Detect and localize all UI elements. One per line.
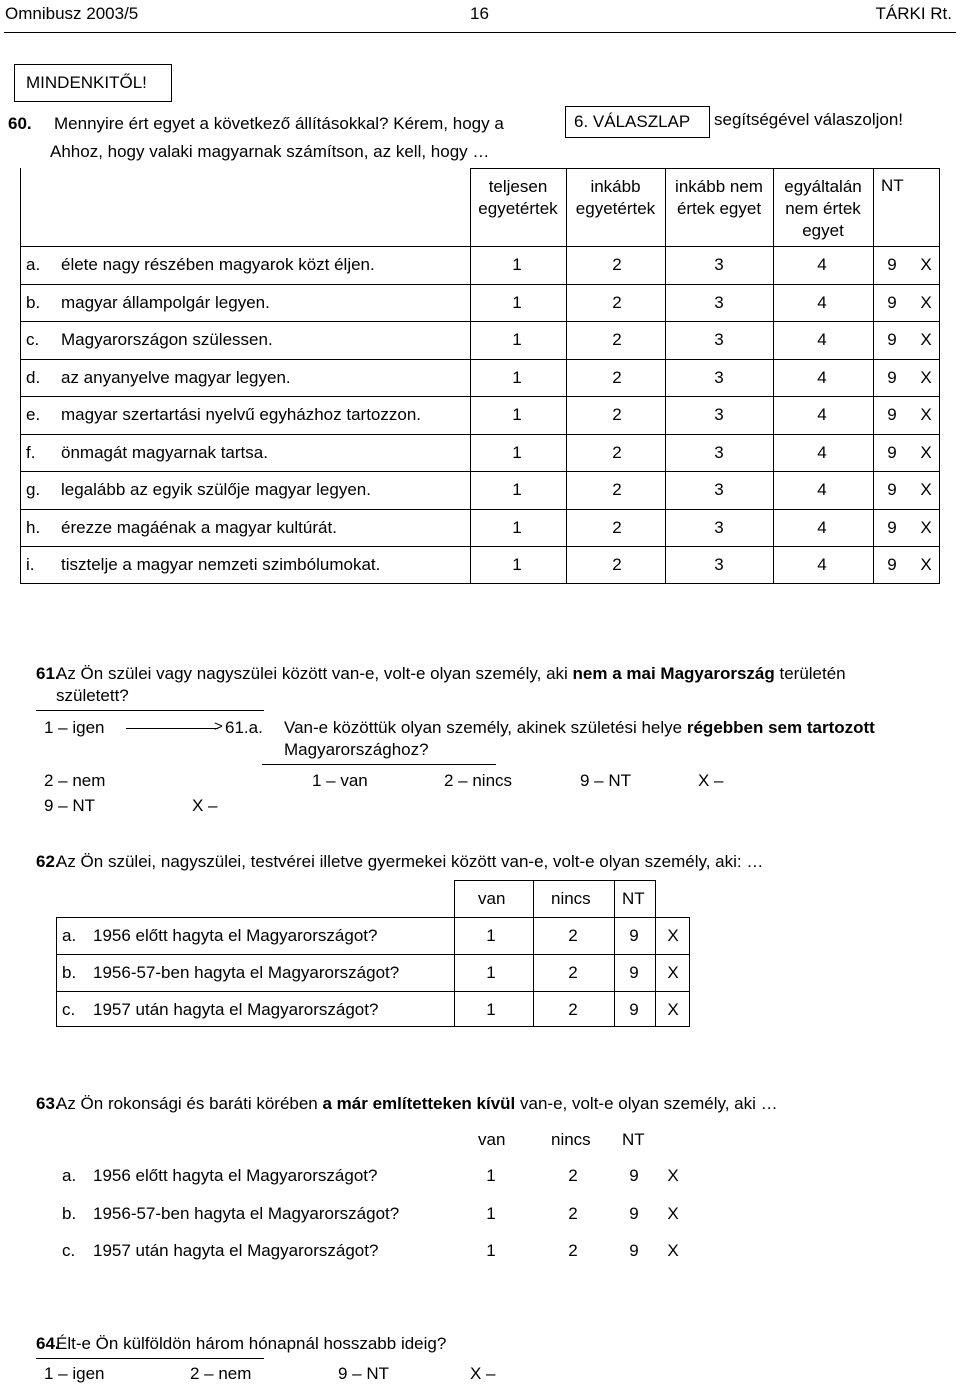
col-header-3: NT	[622, 889, 645, 908]
row-statement: legalább az egyik szülője magyar legyen.	[61, 480, 371, 499]
col-header-1: van	[478, 889, 506, 908]
answer-code-4[interactable]: 4	[817, 443, 827, 462]
answer-code-1[interactable]: 1	[512, 368, 522, 387]
answer-code-2[interactable]: 2	[612, 330, 622, 349]
answer-code-4[interactable]: X	[667, 1204, 679, 1223]
answer-code-5[interactable]: 9	[887, 405, 897, 424]
row-statement: 1957 után hagyta el Magyarországot?	[93, 1241, 379, 1260]
row-divider	[56, 954, 690, 955]
q61a-text: Van-e közöttük olyan személy, akinek születési helye régebben sem tartozott	[284, 718, 875, 737]
q62-number: 62.	[36, 852, 60, 871]
answer-code-2[interactable]: 2	[612, 368, 622, 387]
row-letter: f.	[26, 443, 36, 462]
q61-option-nt[interactable]: 9 – NT	[44, 796, 96, 815]
row-letter: e.	[26, 405, 41, 424]
row-statement: 1956-57-ben hagyta el Magyarországot?	[93, 1204, 400, 1223]
answer-code-6[interactable]: X	[920, 330, 932, 349]
header-left: Omnibusz 2003/5	[5, 4, 139, 23]
row-statement: élete nagy részében magyarok közt éljen.	[61, 255, 375, 274]
answer-code-4[interactable]: X	[667, 1000, 679, 1019]
row-divider	[20, 509, 940, 510]
col-header-4: egyáltalán nem értek egyet	[784, 177, 862, 240]
q64-option-x[interactable]: X –	[470, 1364, 496, 1383]
answer-code-5[interactable]: 9	[887, 443, 897, 462]
page-number: 16	[470, 4, 489, 23]
row-divider	[20, 546, 940, 547]
col-header-nt: NT	[881, 176, 904, 195]
answer-code-3[interactable]: 3	[714, 405, 724, 424]
row-statement: 1956 előtt hagyta el Magyarországot?	[93, 926, 378, 945]
answer-code-3[interactable]: 9	[629, 1204, 639, 1223]
q61-option-nem[interactable]: 2 – nem	[44, 771, 106, 790]
answer-code-5[interactable]: 9	[887, 293, 897, 312]
row-statement: önmagát magyarnak tartsa.	[61, 443, 268, 462]
q60-intro-end: segítségével válaszoljon!	[714, 110, 904, 129]
q64-text: Élt-e Ön külföldön három hónapnál hosszabb ideig?	[56, 1334, 447, 1353]
answer-code-4[interactable]: 4	[817, 255, 827, 274]
answer-code-1[interactable]: 1	[512, 293, 522, 312]
row-letter: d.	[26, 368, 41, 387]
answer-code-6[interactable]: X	[920, 480, 932, 499]
row-letter: b.	[62, 1204, 77, 1223]
q61a-option-nincs[interactable]: 2 – nincs	[444, 771, 513, 790]
answer-code-1[interactable]: 1	[486, 1000, 496, 1019]
row-statement: 1956-57-ben hagyta el Magyarországot?	[93, 963, 400, 982]
answer-code-6[interactable]: X	[920, 293, 932, 312]
answer-code-4[interactable]: 4	[817, 480, 827, 499]
answer-code-4[interactable]: 4	[817, 555, 827, 574]
col-header-2: nincs	[551, 1130, 591, 1149]
answer-code-2[interactable]: 2	[568, 1000, 578, 1019]
row-statement: 1956 előtt hagyta el Magyarországot?	[93, 1166, 378, 1185]
q61-option-x[interactable]: X –	[192, 796, 218, 815]
answer-code-2[interactable]: 2	[568, 1241, 578, 1260]
answer-code-5[interactable]: 9	[887, 330, 897, 349]
row-letter: a.	[62, 1166, 77, 1185]
answer-code-2[interactable]: 2	[612, 443, 622, 462]
answer-code-3[interactable]: 3	[714, 443, 724, 462]
row-letter: h.	[26, 518, 41, 537]
answer-code-1[interactable]: 1	[512, 518, 522, 537]
answer-code-1[interactable]: 1	[512, 480, 522, 499]
row-divider	[56, 991, 690, 992]
q64-option-nem[interactable]: 2 – nem	[190, 1364, 252, 1383]
row-letter: i.	[26, 555, 35, 574]
row-letter: c.	[26, 330, 40, 349]
answer-code-4[interactable]: X	[667, 926, 679, 945]
row-divider	[20, 434, 940, 435]
row-divider	[20, 396, 940, 397]
q61a-text-2: Magyarországhoz?	[284, 740, 429, 759]
q60-lead: Ahhoz, hogy valaki magyarnak számítson, az kell, hogy …	[50, 142, 490, 161]
answer-code-5[interactable]: 9	[887, 368, 897, 387]
row-divider	[20, 284, 940, 285]
q60-card: 6. VÁLASZLAP	[574, 112, 691, 131]
row-letter: c.	[62, 1000, 76, 1019]
row-letter: g.	[26, 480, 41, 499]
row-letter: a.	[26, 255, 41, 274]
answer-code-4[interactable]: X	[667, 963, 679, 982]
q61a-option-nt[interactable]: 9 – NT	[580, 771, 632, 790]
row-statement: magyar szertartási nyelvű egyházhoz tartozzon.	[61, 405, 422, 424]
answer-code-3[interactable]: 3	[714, 293, 724, 312]
q61-option-igen[interactable]: 1 – igen	[44, 718, 105, 737]
answer-code-3[interactable]: 3	[714, 555, 724, 574]
q61a-option-van[interactable]: 1 – van	[312, 771, 368, 790]
col-rule	[454, 917, 455, 1027]
row-statement: Magyarországon szülessen.	[61, 330, 273, 349]
q64-option-nt[interactable]: 9 – NT	[338, 1364, 390, 1383]
q64-option-igen[interactable]: 1 – igen	[44, 1364, 105, 1383]
answer-code-5[interactable]: 9	[887, 480, 897, 499]
q61a-option-x[interactable]: X –	[698, 771, 724, 790]
header-right: TÁRKI Rt.	[875, 4, 952, 23]
answer-code-6[interactable]: X	[920, 255, 932, 274]
answer-code-4[interactable]: 4	[817, 368, 827, 387]
q61-number: 61.	[36, 664, 60, 683]
row-statement: érezze magáénak a magyar kultúrát.	[61, 518, 337, 537]
answer-code-5[interactable]: 9	[887, 255, 897, 274]
answer-code-3[interactable]: 9	[629, 1241, 639, 1260]
answer-code-4[interactable]: 4	[817, 518, 827, 537]
col-header-2: inkább egyetértek	[575, 177, 656, 218]
row-divider	[20, 359, 940, 360]
answer-code-6[interactable]: X	[920, 368, 932, 387]
row-divider	[20, 471, 940, 472]
answer-code-1[interactable]: 1	[486, 1166, 496, 1185]
answer-code-2[interactable]: 2	[568, 1166, 578, 1185]
answer-code-4[interactable]: X	[667, 1241, 679, 1260]
q60-intro: Mennyire ért egyet a következő állításokkal? Kérem, hogy a	[54, 114, 504, 133]
answer-code-6[interactable]: X	[920, 518, 932, 537]
answer-code-2[interactable]: 2	[612, 480, 622, 499]
answer-code-4[interactable]: 4	[817, 293, 827, 312]
answer-code-3[interactable]: 3	[714, 480, 724, 499]
q63-number: 63.	[36, 1094, 60, 1113]
answer-code-1[interactable]: 1	[512, 405, 522, 424]
answer-code-2[interactable]: 2	[612, 555, 622, 574]
answer-code-3[interactable]: 3	[714, 330, 724, 349]
col-header-1: van	[478, 1130, 506, 1149]
answer-code-2[interactable]: 2	[612, 255, 622, 274]
answer-code-1[interactable]: 1	[512, 330, 522, 349]
col-header-1: teljesen egyetértek	[478, 177, 558, 218]
row-letter: c.	[62, 1241, 76, 1260]
col-header-3: inkább nem értek egyet	[675, 177, 763, 218]
col-header-2: nincs	[551, 889, 591, 908]
q62-text: Az Ön szülei, nagyszülei, testvérei illetve gyermekei között van-e, volt-e olyan személy, aki: …	[56, 852, 764, 871]
answer-code-2[interactable]: 2	[612, 293, 622, 312]
q60-number: 60.	[8, 114, 32, 133]
answer-code-1[interactable]: 1	[512, 255, 522, 274]
answer-code-2[interactable]: 2	[568, 963, 578, 982]
answer-code-3[interactable]: 3	[714, 368, 724, 387]
row-statement: magyar állampolgár legyen.	[61, 293, 270, 312]
q61-text-2: született?	[56, 686, 129, 705]
q61-text: Az Ön szülei vagy nagyszülei között van-e, volt-e olyan személy, aki nem a mai Magyarország területén	[56, 664, 846, 683]
answer-code-3[interactable]: 3	[714, 255, 724, 274]
answer-code-2[interactable]: 2	[612, 405, 622, 424]
q64-number: 64.	[36, 1334, 60, 1353]
answer-code-6[interactable]: X	[920, 405, 932, 424]
answer-code-3[interactable]: 9	[629, 1000, 639, 1019]
col-rule	[533, 880, 534, 1027]
answer-code-3[interactable]: 3	[714, 518, 724, 537]
answer-code-6[interactable]: X	[920, 555, 932, 574]
arrow-icon: >	[214, 718, 223, 735]
answer-code-5[interactable]: 9	[887, 555, 897, 574]
answer-code-4[interactable]: 4	[817, 330, 827, 349]
row-statement: 1957 után hagyta el Magyarországot?	[93, 1000, 379, 1019]
answer-code-3[interactable]: 9	[629, 926, 639, 945]
answer-code-1[interactable]: 1	[486, 926, 496, 945]
row-statement: az anyanyelve magyar legyen.	[61, 368, 291, 387]
answer-code-3[interactable]: 9	[629, 1166, 639, 1185]
answer-code-2[interactable]: 2	[612, 518, 622, 537]
answer-code-1[interactable]: 1	[486, 1204, 496, 1223]
answer-code-1[interactable]: 1	[486, 963, 496, 982]
answer-code-2[interactable]: 2	[568, 1204, 578, 1223]
row-letter: a.	[62, 926, 77, 945]
answer-code-1[interactable]: 1	[512, 443, 522, 462]
row-letter: b.	[62, 963, 77, 982]
mindenkitol-label: MINDENKITŐL!	[26, 73, 147, 92]
q61-arrow	[126, 728, 218, 729]
answer-code-2[interactable]: 2	[568, 926, 578, 945]
header-rule	[4, 32, 956, 33]
answer-code-4[interactable]: 4	[817, 405, 827, 424]
row-statement: tisztelje a magyar nemzeti szimbólumokat.	[61, 555, 381, 574]
answer-code-6[interactable]: X	[920, 443, 932, 462]
row-letter: b.	[26, 293, 41, 312]
q61a-number: 61.a.	[225, 718, 263, 737]
answer-code-5[interactable]: 9	[887, 518, 897, 537]
q63-text: Az Ön rokonsági és baráti körében a már említetteken kívül van-e, volt-e olyan személy, aki …	[56, 1094, 778, 1113]
answer-code-4[interactable]: X	[667, 1166, 679, 1185]
answer-code-1[interactable]: 1	[486, 1241, 496, 1260]
answer-code-3[interactable]: 9	[629, 963, 639, 982]
answer-code-1[interactable]: 1	[512, 555, 522, 574]
row-divider	[20, 321, 940, 322]
col-header-3: NT	[622, 1130, 645, 1149]
